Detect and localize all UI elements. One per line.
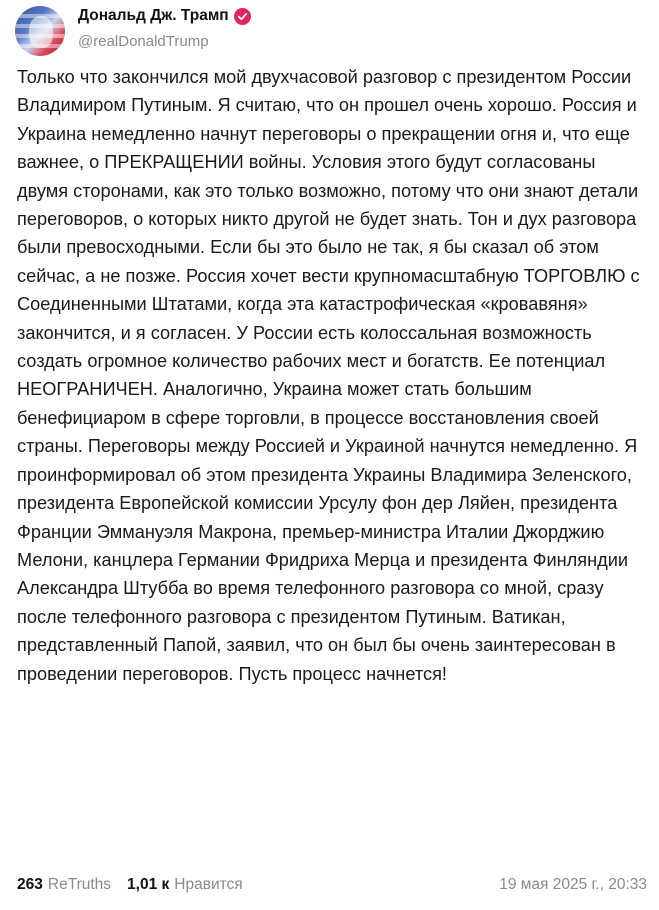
post-text — [17, 63, 649, 688]
author-handle[interactable]: @realDonaldTrump — [78, 33, 209, 50]
likes-count: 1,01 к — [127, 876, 170, 893]
author-name-row — [78, 7, 251, 25]
retruths-label: ReTruths — [47, 876, 112, 893]
avatar[interactable] — [15, 6, 65, 56]
likes-stat[interactable] — [127, 876, 243, 894]
post-timestamp[interactable]: 19 мая 2025 г., 20:33 — [499, 876, 647, 893]
post-paragraph: Только что закончился мой двухчасовой разговор с президентом России Владимиром Путиным. Я считаю, что он прошел очень хорошо. Россия и Украина немедленно начнут переговоры о прекращении огня и, что еще важнее, о ПРЕКРАЩЕНИИ войны. Условия этого будут согласованы двумя сторонами, как это только возможно, потому что они знают детали переговоров, о которых никто другой не будет знать. Тон и дух разговора были превосходными. Если бы это было не так, я бы сказал об этом сейчас, а не позже. Россия хочет вести крупномасштабную ТОРГОВЛЮ с Соединенными Штатами, когда эта катастрофическая «кровавяня» закончится, и я согласен. У России есть колоссальная возможность создать огромное количество рабочих мест и богатств. Ее потенциал НЕОГРАНИЧЕН. Аналогично, Украина может стать большим бенефициаром в сфере торговли, в процессе восстановления своей страны. Переговоры между Россией и Украиной начнутся немедленно. Я проинформировал об этом президента Украины Владимира Зеленского, президента Европейской комиссии Урсулу фон дер Ляйен, президента Франции Эммануэля Макрона, премьер-министра Италии Джорджию Мелони, канцлера Германии Фридриха Мерца и президента Финляндии Александра Штубба во время телефонного разговора со мной, сразу после телефонного разговора с президентом Путиным. Ватикан, представленный Папой, заявил, что он был бы очень заинтересован в проведении переговоров. Пусть процесс начнется! — [17, 67, 640, 684]
post-footer — [17, 872, 647, 898]
likes-label: Нравится — [174, 876, 243, 893]
retruths-count: 263 — [17, 876, 43, 893]
author-display-name[interactable]: Дональд Дж. Трамп — [78, 7, 229, 24]
retruths-stat[interactable] — [17, 876, 111, 894]
verified-badge-icon — [234, 8, 251, 25]
post-header — [15, 6, 645, 56]
